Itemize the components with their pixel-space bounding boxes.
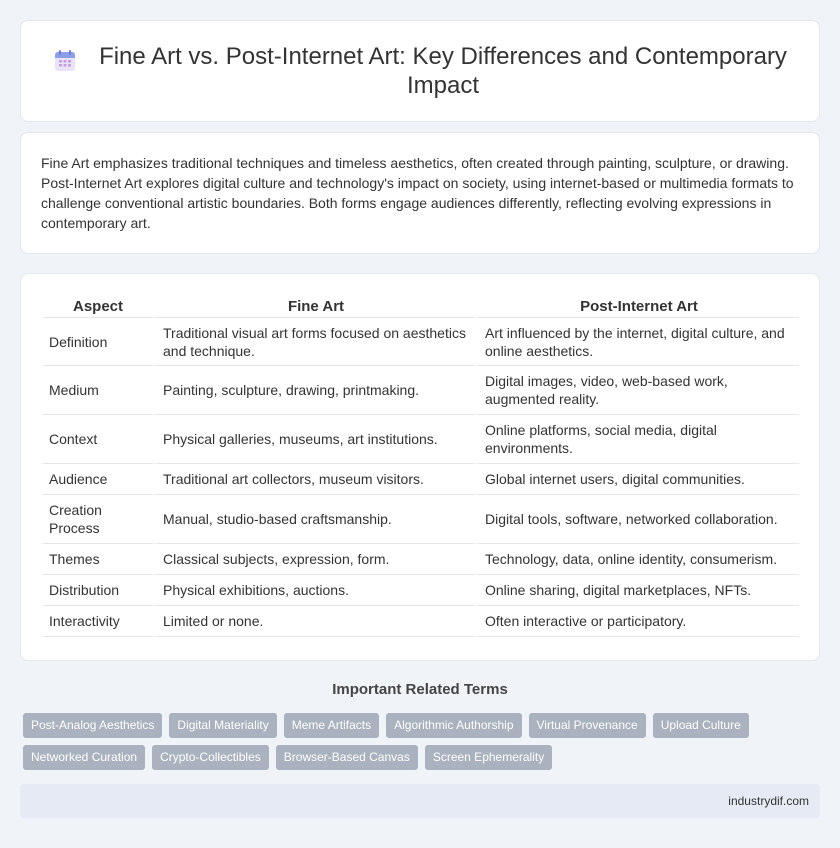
row-fine-art: Physical galleries, museums, art institutions. [153,415,475,464]
calendar-icon [52,48,78,74]
table-row [43,464,799,495]
table-header-row [43,294,799,318]
related-term-tag[interactable]: Crypto-Collectibles [152,745,269,770]
related-terms-tags [23,713,823,777]
header-fine-art: Fine Art [153,294,475,318]
row-aspect: Medium [43,366,153,415]
related-term-tag[interactable]: Screen Ephemerality [425,745,552,770]
row-aspect: Interactivity [43,606,153,637]
intro-card [20,132,820,254]
related-term-tag[interactable]: Browser-Based Canvas [276,745,418,770]
footer [20,784,820,818]
row-post-internet-art: Global internet users, digital communities. [475,464,799,495]
related-terms-title: Important Related Terms [332,681,508,698]
related-term-tag[interactable]: Post-Analog Aesthetics [23,713,162,738]
table-row [43,575,799,606]
row-aspect: Context [43,415,153,464]
row-aspect: Audience [43,464,153,495]
related-term-tag[interactable]: Meme Artifacts [284,713,379,738]
title-card [20,20,820,122]
row-fine-art: Traditional visual art forms focused on aesthetics and technique. [153,318,475,366]
row-fine-art: Limited or none. [153,606,475,637]
table-row [43,366,799,415]
row-post-internet-art: Often interactive or participatory. [475,606,799,637]
page-title: Fine Art vs. Post-Internet Art: Key Differences and Contemporary Impact [99,43,787,99]
table-row [43,415,799,464]
related-term-tag[interactable]: Algorithmic Authorship [386,713,521,738]
header-aspect: Aspect [43,294,153,318]
row-aspect: Themes [43,544,153,575]
row-fine-art: Classical subjects, expression, form. [153,544,475,575]
row-post-internet-art: Digital tools, software, networked collaboration. [475,495,799,544]
row-post-internet-art: Online platforms, social media, digital environments. [475,415,799,464]
footer-source-link[interactable]: industrydif.com [728,794,809,808]
row-fine-art: Painting, sculpture, drawing, printmaking. [153,366,475,415]
related-term-tag[interactable]: Digital Materiality [169,713,276,738]
row-fine-art: Traditional art collectors, museum visitors. [153,464,475,495]
row-fine-art: Manual, studio-based craftsmanship. [153,495,475,544]
row-aspect: Distribution [43,575,153,606]
related-term-tag[interactable]: Networked Curation [23,745,145,770]
row-fine-art: Physical exhibitions, auctions. [153,575,475,606]
intro-text: Fine Art emphasizes traditional techniques and timeless aesthetics, often created through painting, sculpture, or drawing. Post-Internet Art explores digital culture and technology's impact on society, using internet-based or multimedia formats to challenge conventional artistic boundaries. Both forms engage audiences differently, reflecting evolving expressions in contemporary art. [41,155,794,231]
title-wrap [52,42,788,100]
table-row [43,495,799,544]
row-post-internet-art: Online sharing, digital marketplaces, NFTs. [475,575,799,606]
table-row [43,606,799,637]
row-post-internet-art: Art influenced by the internet, digital culture, and online aesthetics. [475,318,799,366]
related-term-tag[interactable]: Upload Culture [653,713,749,738]
row-post-internet-art: Technology, data, online identity, consumerism. [475,544,799,575]
header-post-internet-art: Post-Internet Art [475,294,799,318]
table-row [43,544,799,575]
related-term-tag[interactable]: Virtual Provenance [529,713,646,738]
comparison-table [43,294,799,637]
row-post-internet-art: Digital images, video, web-based work, augmented reality. [475,366,799,415]
table-row [43,318,799,366]
row-aspect: Definition [43,318,153,366]
comparison-card [20,273,820,661]
row-aspect: Creation Process [43,495,153,544]
